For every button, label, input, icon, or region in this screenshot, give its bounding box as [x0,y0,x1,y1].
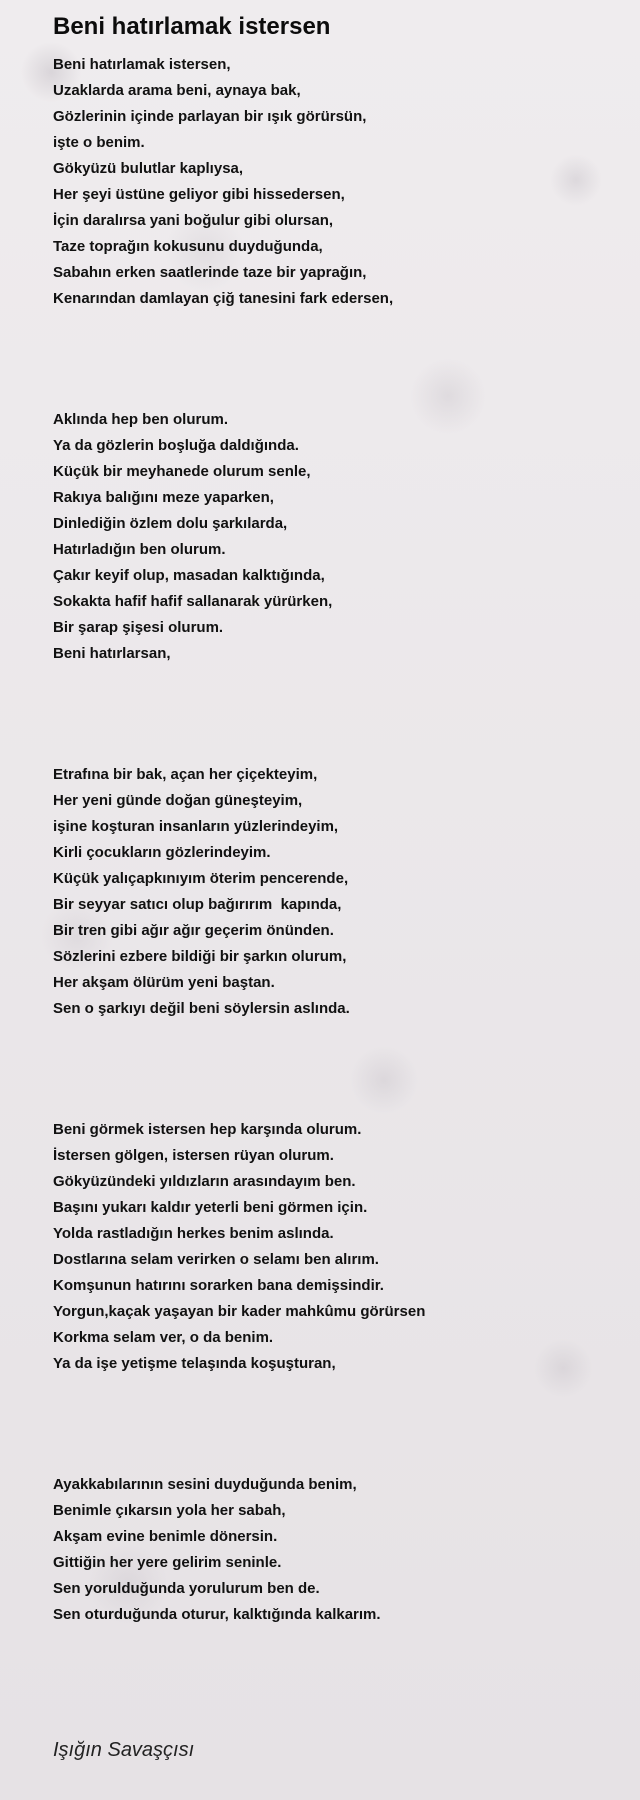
poem-line: Korkma selam ver, o da benim. [53,1329,274,1346]
poem-line: Yorgun,kaçak yaşayan bir kader mahkûmu görürsen [53,1303,426,1320]
poem-line: Benimle çıkarsın yola her sabah, [53,1502,286,1519]
poem-page [53,12,628,1628]
poem-line: Çakır keyif olup, masadan kalktığında, [53,567,325,584]
poem-line: Dinlediğin özlem dolu şarkılarda, [53,515,288,532]
poem-author: Işığın Savaşçısı [53,1739,195,1761]
stanza-4 [53,1117,628,1377]
poem-line: Sen o şarkıyı değil beni söylersin aslında. [53,1000,350,1017]
poem-line: Küçük yalıçapkınıyım öterim pencerende, [53,870,349,887]
poem-line: Bir seyyar satıcı olup bağırırım kapında, [53,896,342,913]
poem-line: Akşam evine benimle dönersin. [53,1528,278,1545]
poem-line: Sen yorulduğunda yorulurum ben de. [53,1580,320,1597]
poem-line: Taze toprağın kokusunu duyduğunda, [53,238,323,255]
poem-line: Her akşam ölürüm yeni baştan. [53,974,275,991]
poem-line: Etrafına bir bak, açan her çiçekteyim, [53,766,318,783]
poem-line: Ya da işe yetişme telaşında koşuşturan, [53,1355,336,1372]
poem-line: Bir şarap şişesi olurum. [53,619,224,636]
poem-line: işine koşturan insanların yüzlerindeyim, [53,818,339,835]
poem-line: İstersen gölgen, istersen rüyan olurum. [53,1147,334,1164]
poem-line: Sözlerini ezbere bildiği bir şarkın olurum, [53,948,347,965]
poem-line: Her yeni günde doğan güneşteyim, [53,792,303,809]
poem-line: Gökyüzü bulutlar kaplıysa, [53,160,244,177]
poem-line: Hatırladığın ben olurum. [53,541,226,558]
poem-line: Gözlerinin içinde parlayan bir ışık görürsün, [53,108,367,125]
poem-line: Bir tren gibi ağır ağır geçerim önünden. [53,922,334,939]
poem-line: Kenarından damlayan çiğ tanesini fark edersen, [53,290,394,307]
poem-line: Rakıya balığını meze yaparken, [53,489,274,506]
poem-line: Her şeyi üstüne geliyor gibi hissedersen, [53,186,345,203]
poem-line: Gittiğin her yere gelirim seninle. [53,1554,282,1571]
poem-line: Sabahın erken saatlerinde taze bir yaprağın, [53,264,367,281]
poem-line: Sokakta hafif hafif sallanarak yürürken, [53,593,333,610]
poem-line: Beni hatırlarsan, [53,645,171,662]
poem-line: Uzaklarda arama beni, aynaya bak, [53,82,301,99]
poem-line: Ayakkabılarının sesini duyduğunda benim, [53,1476,357,1493]
stanza-1 [53,52,628,312]
poem-line: Beni görmek istersen hep karşında olurum. [53,1121,362,1138]
poem-line: Kirli çocukların gözlerindeyim. [53,844,271,861]
stanza-5 [53,1472,628,1628]
poem-line: Gökyüzündeki yıldızların arasındayım ben. [53,1173,356,1190]
poem-line: Komşunun hatırını sorarken bana demişsindir. [53,1277,384,1294]
poem-line: İçin daralırsa yani boğulur gibi olursan, [53,212,334,229]
poem-title: Beni hatırlamak istersen [53,13,331,40]
poem-line: Sen oturduğunda oturur, kalktığında kalkarım. [53,1606,381,1623]
poem-line: Yolda rastladığın herkes benim aslında. [53,1225,334,1242]
poem-line: Aklında hep ben olurum. [53,411,229,428]
poem-body [53,52,628,1628]
poem-line: Beni hatırlamak istersen, [53,56,231,73]
poem-line: işte o benim. [53,134,145,151]
poem-line: Başını yukarı kaldır yeterli beni görmen için. [53,1199,368,1216]
poem-line: Dostlarına selam verirken o selamı ben alırım. [53,1251,379,1268]
stanza-3 [53,762,628,1022]
poem-line: Küçük bir meyhanede olurum senle, [53,463,311,480]
stanza-2 [53,407,628,667]
poem-line: Ya da gözlerin boşluğa daldığında. [53,437,299,454]
